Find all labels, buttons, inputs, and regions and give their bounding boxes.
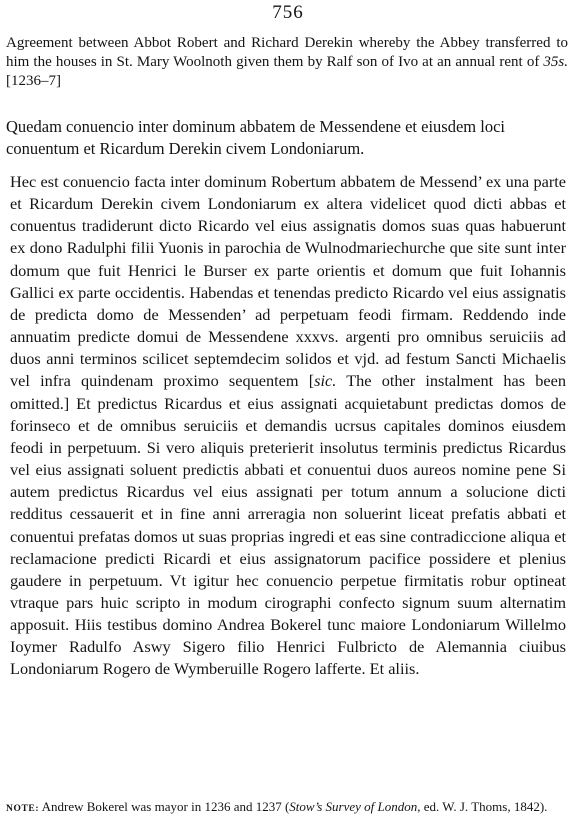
charter-body — [10, 171, 566, 681]
footnote-label: NOTE: — [6, 804, 40, 814]
summary-text: Agreement between Abbot Robert and Richard Derekin whereby the Abbey transferred to him the houses in St. Mary Woolnoth given them by Ralf son of Ivo at an annual rent of — [6, 35, 568, 70]
document-summary — [6, 34, 568, 91]
footnote-text: Andrew Bokerel was mayor in 1236 and 1237 ( — [39, 799, 290, 814]
footnote-tail: , ed. W. J. Thoms, 1842). — [417, 799, 548, 814]
footnote — [6, 798, 568, 818]
sic-marker: sic. — [314, 371, 337, 391]
page-number: 756 — [272, 2, 304, 23]
charter-body-part2: The other instalment has been omitted.] Et predictus Ricardus et eius assignati acquietabunt predictas domos de forinseco et de omnibus seruiciis et demandis ucrsus capitales dominos eiusdem feodi in perpetuum. Si vero aliquis preterierit insolutus terminis predictus Ricardus vel eius assignati soluent predictis abbati et conuentui duos aureos nomine pene Si autem predictus Ricardus vel eius assignati per totum annum a solucione dicti redditus cessauerit et in fine anni arreragia non soluerint liceat prefatis abbati et conuentui prefatas domos ut suas proprias ingredi et eas sine contradiccione aliqua et reclamacione predicti Ricardi et eius assignatorum pacifice possidere et plenius gaudere in perpetuum. Vt igitur hec conuencio perpetue firmitatis robur optineat vtraque pars huic scripto in modum cirographi confecto signum suum alternatim apposuit. Hiis testibus domino Andrea Bokerel tunc maiore Londoniarum Willelmo Ioymer Radulfo Aswy Sigero filio Henrici Fulbricto de Alemannia ciuibus Londoniarum Rogero de Wymberuille Rogero lafferte. Et aliis. — [10, 371, 566, 679]
summary-date: [1236–7] — [6, 73, 61, 89]
footnote-source: Stow’s Survey of London — [289, 799, 418, 814]
charter-heading: Quedam conuencio inter dominum abbatem de Messendene et eiusdem loci conuentum et Ricardum Derekin civem Londoniarum. — [6, 117, 505, 158]
charter-body-part1: Hec est conuencio facta inter dominum Robertum abbatem de Messend’ ex una parte et Ricardum Derekin civem Londoniarum ex altera videlicet quod dicti abbas et conuentus tradiderunt dicto Ricardo vel eius assignatis domos suas quas habuerunt ex dono Radulphi filii Yuonis in parochia de Wulnodmariechurche que site sunt inter domum que fuit Henrici le Burser ex parte orientis et domum que fuit Iohannis Gallici ex parte occidentis. Habendas et tenendas predicto Ricardo vel eius assignatis de predicta domo de Messenden’ ad perpetuam feodi firmam. Reddendo inde annuatim predicte domui de Messendene xxxvs. argenti pro omnibus seruiciis ad duos anni terminos scilicet septemdecim solidos et vjd. ad festum Sancti Michaelis vel infra quindenam proximo sequentem [ — [10, 172, 566, 391]
summary-rent-amount: 35s. — [543, 54, 568, 70]
